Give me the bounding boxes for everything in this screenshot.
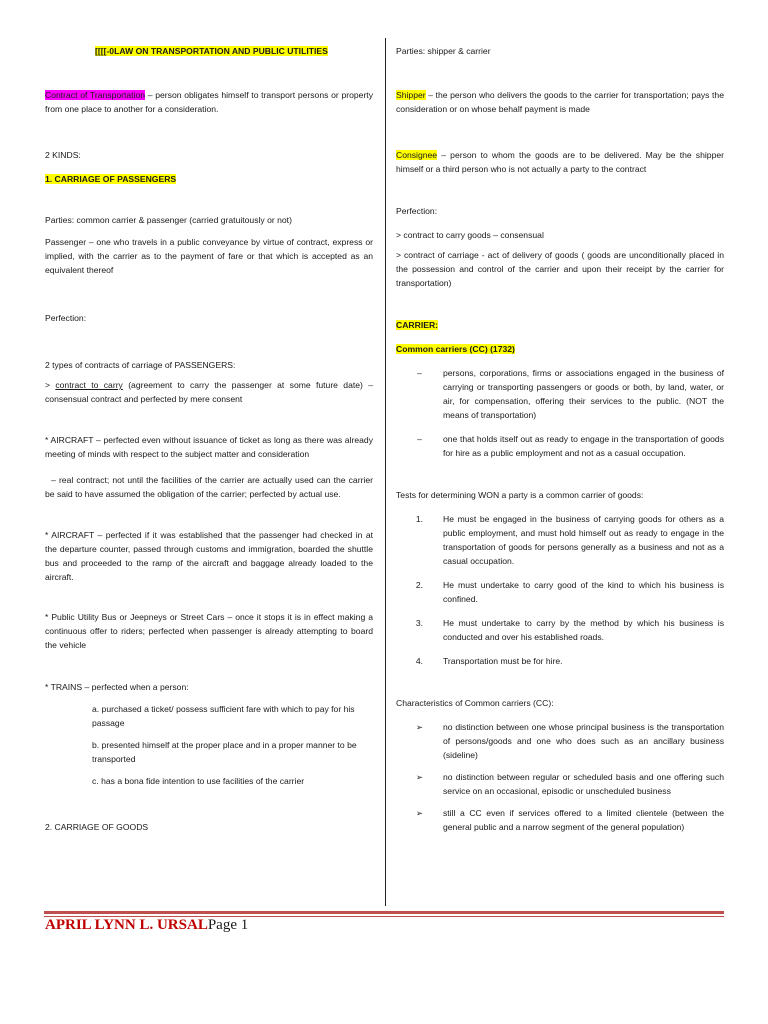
tests-heading: Tests for determining WON a party is a common carrier of goods: — [396, 490, 644, 500]
real-contract-paragraph: – real contract; not until the facilities of the carrier are actually used can the carrier be said to have assumed the obligation of the carrier; perfected by actual use. — [45, 475, 376, 499]
characteristic-item: ➢ no distinction between regular or scheduled basis and one offering such service on an occasional, episodic or unscheduled business — [396, 770, 724, 798]
test-number: 1. — [415, 514, 424, 524]
common-carrier-definition-2: – one that holds itself out as ready to engage in the transportation of goods for hire as a public employment and not as a casual occupation. — [396, 432, 724, 460]
footer-page-number: Page 1 — [207, 917, 249, 933]
test-number: 2. — [415, 580, 424, 590]
goods-perfection-label: Perfection: — [396, 206, 438, 216]
column-divider — [385, 38, 386, 906]
document-title: [[[[-0LAW ON TRANSPORTATION AND PUBLIC UTILITIES — [95, 46, 328, 56]
footer-rule-thick — [44, 911, 724, 914]
contract-of-transportation-definition: – person obligates himself to transport persons or property from one place to another for a consideration. — [45, 90, 373, 114]
test-item: 1. He must be engaged in the business of carrying goods for others as a public employment, and must hold himself out as ready to engage in the transportation of goods for persons generally as a business and not as a casual occupation. — [396, 512, 724, 568]
test-item: 4. Transportation must be for hire. — [396, 654, 724, 668]
test-number: 4. — [415, 656, 424, 666]
common-carriers-heading: Common carriers (CC) (1732) — [396, 344, 515, 354]
carrier-heading: CARRIER: — [396, 320, 439, 330]
arrow-bullet-icon: ➢ — [415, 808, 424, 818]
goods-perfection-consensual: > contract to carry goods – consensual — [396, 230, 544, 240]
passenger-contract-types-heading: 2 types of contracts of carriage of PASSENGERS: — [45, 360, 236, 370]
test-number: 3. — [415, 618, 424, 628]
train-condition-b: b. presented himself at the proper place and in a proper manner to be transported — [92, 740, 357, 764]
passenger-parties: Parties: common carrier & passenger (carried gratuitously or not) — [45, 215, 292, 225]
contract-to-carry-term: contract to carry — [55, 380, 123, 390]
dash-marker: – — [417, 368, 422, 378]
characteristics-heading: Characteristics of Common carriers (CC): — [396, 698, 554, 708]
characteristic-item: ➢ still a CC even if services offered to a limited clientele (between the general public and a narrow segment of the general population) — [396, 806, 724, 834]
shipper-paragraph: Shipper – the person who delivers the goods to the carrier for transportation; pays the consideration or on whose behalf payment is made — [396, 90, 724, 114]
perfection-label: Perfection: — [45, 313, 87, 323]
page-footer — [45, 917, 248, 934]
test-item: 2. He must undertake to carry good of the kind to which his business is confined. — [396, 578, 724, 606]
passenger-definition: Passenger – one who travels in a public conveyance by virtue of contract, express or implied, with the carrier as to the payment of fare or that which is accepted as an equivalent thereof — [45, 237, 373, 275]
goods-perfection-delivery: > contract of carriage - act of delivery of goods ( goods are unconditionally placed in the possession and control of the carrier and upon their receipt by the carrier for transportation) — [396, 250, 724, 288]
document-title-line — [45, 44, 373, 58]
contract-of-transportation-paragraph — [45, 88, 373, 116]
common-carrier-definition-1: – persons, corporations, firms or associations engaged in the business of carrying or transporting passengers or goods or both, by land, water, or air, for compensation, offering their services to the public. (NOT the means of transportation) — [396, 366, 724, 422]
shipper-term: Shipper — [396, 90, 426, 100]
trains-heading: * TRAINS – perfected when a person: — [45, 682, 189, 692]
kinds-heading: 2 KINDS: — [45, 150, 81, 160]
consignee-paragraph: Consignee – person to whom the goods are to be delivered. May be the shipper himself or a third person who is not actually a party to the contract — [396, 150, 724, 174]
left-column — [45, 40, 376, 834]
aircraft-ticket-paragraph: * AIRCRAFT – perfected even without issuance of ticket as long as there was already meeting of minds with respect to the subject matter and consideration — [45, 435, 373, 459]
train-condition-c: c. has a bona fide intention to use facilities of the carrier — [92, 776, 305, 786]
test-item: 3. He must undertake to carry by the method by which his business is conducted and over his established roads. — [396, 616, 724, 644]
bus-jeepney-paragraph: * Public Utility Bus or Jeepneys or Street Cars – once it stops it is in effect making a continuous offer to riders; perfected when passenger is already attempting to board the vehicle — [45, 612, 373, 650]
characteristic-item: ➢ no distinction between one whose principal business is the transportation of persons/goods and one who does such as an ancillary business (sideline) — [396, 720, 724, 762]
consignee-term: Consignee — [396, 150, 438, 160]
kind-2-heading: 2. CARRIAGE OF GOODS — [45, 822, 149, 832]
contract-to-carry-paragraph: > contract to carry (agreement to carry the passenger at some future date) – consensual contract and perfected by mere consent — [45, 380, 373, 404]
aircraft-checkin-paragraph: * AIRCRAFT – perfected if it was established that the passenger had checked in at the departure counter, passed through customs and immigration, boarded the shuttle bus and proceeded to the ramp of the aircraft and baggage already loaded to the aircraft. — [45, 530, 373, 582]
arrow-bullet-icon: ➢ — [415, 722, 424, 732]
right-column — [396, 40, 724, 834]
footer-author: APRIL LYNN L. URSAL — [45, 917, 208, 933]
arrow-bullet-icon: ➢ — [415, 772, 424, 782]
dash-marker: – — [417, 434, 422, 444]
train-condition-a: a. purchased a ticket/ possess sufficient fare with which to pay for his passage — [92, 704, 355, 728]
contract-of-transportation-term: Contract of Transportation — [45, 90, 146, 100]
goods-parties: Parties: shipper & carrier — [396, 46, 491, 56]
kind-1-heading: 1. CARRIAGE OF PASSENGERS — [45, 174, 177, 184]
